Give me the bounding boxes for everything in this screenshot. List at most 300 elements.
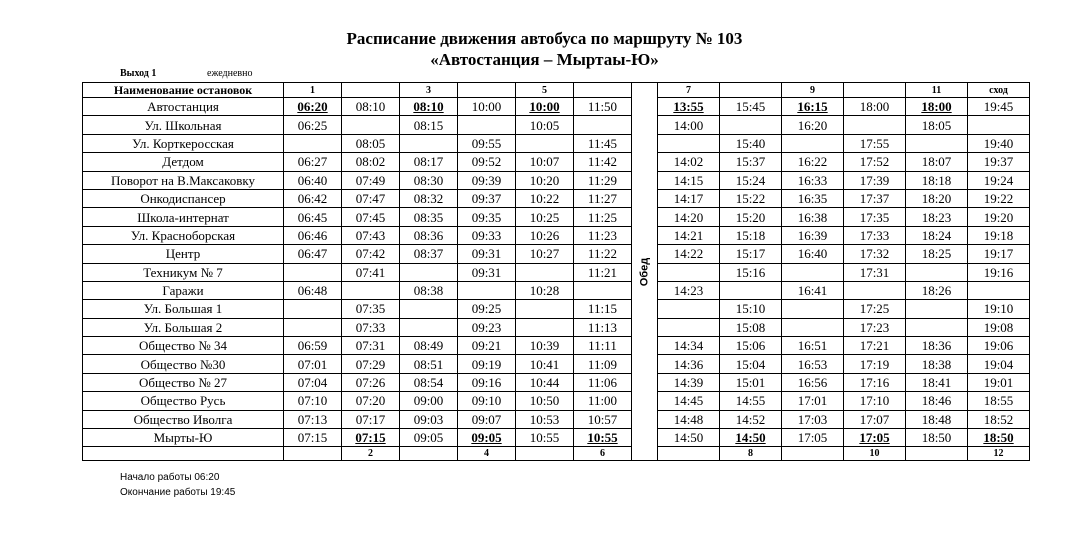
footer-trip-number: 6 xyxy=(574,447,632,461)
departure-time: 16:41 xyxy=(782,281,844,299)
departure-time xyxy=(782,318,844,336)
departure-time: 19:45 xyxy=(968,98,1030,116)
departure-time xyxy=(720,116,782,134)
departure-time: 17:05 xyxy=(844,429,906,447)
table-row xyxy=(83,337,1030,355)
departure-time: 17:05 xyxy=(782,429,844,447)
departure-time: 19:17 xyxy=(968,245,1030,263)
stop-name: Ул. Красноборская xyxy=(83,226,284,244)
stop-name: Школа-интернат xyxy=(83,208,284,226)
departure-time: 18:50 xyxy=(906,429,968,447)
departure-time: 11:13 xyxy=(574,318,632,336)
departure-time xyxy=(906,318,968,336)
departure-time: 07:15 xyxy=(284,429,342,447)
departure-time xyxy=(516,263,574,281)
departure-time: 18:41 xyxy=(906,373,968,391)
departure-time: 08:10 xyxy=(342,98,400,116)
table-row xyxy=(83,189,1030,207)
departure-time: 15:24 xyxy=(720,171,782,189)
departure-time: 10:39 xyxy=(516,337,574,355)
header-stop-name: Наименование остановок xyxy=(83,83,284,98)
stop-name: Детдом xyxy=(83,153,284,171)
departure-time: 17:32 xyxy=(844,245,906,263)
table-row xyxy=(83,300,1030,318)
departure-time: 09:23 xyxy=(458,318,516,336)
departure-time: 09:05 xyxy=(458,429,516,447)
departure-time: 19:06 xyxy=(968,337,1030,355)
departure-time: 08:51 xyxy=(400,355,458,373)
stop-name: Ул. Корткеросская xyxy=(83,134,284,152)
departure-time: 17:10 xyxy=(844,392,906,410)
departure-time: 16:35 xyxy=(782,189,844,207)
departure-time: 17:35 xyxy=(844,208,906,226)
departure-time: 10:05 xyxy=(516,116,574,134)
departure-time: 18:00 xyxy=(844,98,906,116)
departure-time: 19:08 xyxy=(968,318,1030,336)
departure-time: 17:33 xyxy=(844,226,906,244)
departure-time: 16:40 xyxy=(782,245,844,263)
stop-name: Общество Иволга xyxy=(83,410,284,428)
departure-time: 17:16 xyxy=(844,373,906,391)
departure-time: 14:50 xyxy=(720,429,782,447)
departure-time: 14:34 xyxy=(658,337,720,355)
departure-time: 06:47 xyxy=(284,245,342,263)
departure-time: 19:10 xyxy=(968,300,1030,318)
departure-time: 18:24 xyxy=(906,226,968,244)
table-row xyxy=(83,153,1030,171)
table-row xyxy=(83,116,1030,134)
departure-time: 18:20 xyxy=(906,189,968,207)
departure-time: 09:35 xyxy=(458,208,516,226)
departure-time: 07:26 xyxy=(342,373,400,391)
departure-time: 17:52 xyxy=(844,153,906,171)
departure-time: 08:17 xyxy=(400,153,458,171)
departure-time: 14:21 xyxy=(658,226,720,244)
departure-time: 11:09 xyxy=(574,355,632,373)
header-trip-number: 9 xyxy=(782,83,844,98)
departure-time: 10:22 xyxy=(516,189,574,207)
table-row xyxy=(83,318,1030,336)
departure-time: 08:36 xyxy=(400,226,458,244)
departure-time: 06:48 xyxy=(284,281,342,299)
departure-time: 16:15 xyxy=(782,98,844,116)
departure-time: 07:43 xyxy=(342,226,400,244)
departure-time: 11:29 xyxy=(574,171,632,189)
departure-time xyxy=(658,300,720,318)
stop-name: Центр xyxy=(83,245,284,263)
departure-time: 07:47 xyxy=(342,189,400,207)
departure-time xyxy=(400,134,458,152)
departure-time: 16:51 xyxy=(782,337,844,355)
departure-time: 14:48 xyxy=(658,410,720,428)
header-trip-number xyxy=(720,83,782,98)
departure-time: 07:20 xyxy=(342,392,400,410)
departure-time: 10:57 xyxy=(574,410,632,428)
departure-time: 18:18 xyxy=(906,171,968,189)
header-row xyxy=(83,83,1030,98)
departure-time: 11:45 xyxy=(574,134,632,152)
departure-time: 07:29 xyxy=(342,355,400,373)
departure-time: 14:15 xyxy=(658,171,720,189)
departure-time: 09:33 xyxy=(458,226,516,244)
departure-time: 18:23 xyxy=(906,208,968,226)
departure-time: 07:15 xyxy=(342,429,400,447)
departure-time: 09:37 xyxy=(458,189,516,207)
frequency-label: ежедневно xyxy=(207,68,253,79)
footer-trip-number xyxy=(906,447,968,461)
departure-time xyxy=(574,281,632,299)
departure-time: 10:07 xyxy=(516,153,574,171)
table-row xyxy=(83,171,1030,189)
departure-time: 19:24 xyxy=(968,171,1030,189)
departure-time: 07:13 xyxy=(284,410,342,428)
departure-time: 17:07 xyxy=(844,410,906,428)
departure-time: 09:39 xyxy=(458,171,516,189)
departure-time: 18:26 xyxy=(906,281,968,299)
table-row xyxy=(83,226,1030,244)
footer-trip-number xyxy=(516,447,574,461)
departure-time: 06:25 xyxy=(284,116,342,134)
departure-time: 11:21 xyxy=(574,263,632,281)
departure-time: 11:15 xyxy=(574,300,632,318)
departure-time xyxy=(720,281,782,299)
departure-time: 17:55 xyxy=(844,134,906,152)
departure-time: 14:22 xyxy=(658,245,720,263)
footer-trip-number xyxy=(658,447,720,461)
departure-time: 15:18 xyxy=(720,226,782,244)
table-row xyxy=(83,355,1030,373)
stop-name: Общество № 27 xyxy=(83,373,284,391)
departure-time: 09:03 xyxy=(400,410,458,428)
table-row xyxy=(83,98,1030,116)
departure-time xyxy=(968,116,1030,134)
footer-trip-number: 12 xyxy=(968,447,1030,461)
header-trip-number: сход xyxy=(968,83,1030,98)
departure-time xyxy=(284,134,342,152)
departure-time xyxy=(400,263,458,281)
stop-name: Общество № 34 xyxy=(83,337,284,355)
departure-time xyxy=(574,116,632,134)
departure-time: 06:20 xyxy=(284,98,342,116)
departure-time xyxy=(782,134,844,152)
departure-time: 09:31 xyxy=(458,263,516,281)
header-trip-number: 3 xyxy=(400,83,458,98)
departure-time: 10:41 xyxy=(516,355,574,373)
departure-time xyxy=(458,116,516,134)
departure-time: 09:00 xyxy=(400,392,458,410)
departure-time: 07:42 xyxy=(342,245,400,263)
departure-time: 10:27 xyxy=(516,245,574,263)
departure-time: 16:56 xyxy=(782,373,844,391)
departure-time: 08:37 xyxy=(400,245,458,263)
departure-time: 14:39 xyxy=(658,373,720,391)
departure-time: 19:37 xyxy=(968,153,1030,171)
departure-time: 08:05 xyxy=(342,134,400,152)
exit-label: Выход 1 xyxy=(120,68,157,79)
departure-time: 17:31 xyxy=(844,263,906,281)
departure-time: 08:38 xyxy=(400,281,458,299)
stop-name: Ул. Большая 2 xyxy=(83,318,284,336)
departure-time: 07:41 xyxy=(342,263,400,281)
departure-time: 18:50 xyxy=(968,429,1030,447)
departure-time: 07:10 xyxy=(284,392,342,410)
start-time-note: Начало работы 06:20 xyxy=(120,472,220,483)
stop-name: Общество №30 xyxy=(83,355,284,373)
departure-time: 10:44 xyxy=(516,373,574,391)
departure-time: 15:20 xyxy=(720,208,782,226)
departure-time xyxy=(342,116,400,134)
departure-time: 17:37 xyxy=(844,189,906,207)
departure-time: 19:20 xyxy=(968,208,1030,226)
departure-time: 14:36 xyxy=(658,355,720,373)
lunch-column xyxy=(632,83,658,461)
departure-time: 18:52 xyxy=(968,410,1030,428)
departure-time xyxy=(782,300,844,318)
departure-time: 06:27 xyxy=(284,153,342,171)
stop-name: Автостанция xyxy=(83,98,284,116)
stop-name: Мырты-Ю xyxy=(83,429,284,447)
stop-name: Ул. Большая 1 xyxy=(83,300,284,318)
departure-time: 17:21 xyxy=(844,337,906,355)
stop-name: Поворот на В.Максаковку xyxy=(83,171,284,189)
departure-time: 16:20 xyxy=(782,116,844,134)
departure-time: 16:33 xyxy=(782,171,844,189)
departure-time: 09:25 xyxy=(458,300,516,318)
departure-time: 09:52 xyxy=(458,153,516,171)
departure-time: 16:53 xyxy=(782,355,844,373)
departure-time: 18:00 xyxy=(906,98,968,116)
departure-time xyxy=(516,318,574,336)
departure-time xyxy=(342,281,400,299)
lunch-label: Обед xyxy=(638,257,650,286)
departure-time: 19:40 xyxy=(968,134,1030,152)
departure-time xyxy=(968,281,1030,299)
departure-time: 19:04 xyxy=(968,355,1030,373)
departure-time: 11:22 xyxy=(574,245,632,263)
header-trip-number xyxy=(574,83,632,98)
departure-time: 17:01 xyxy=(782,392,844,410)
departure-time: 10:50 xyxy=(516,392,574,410)
departure-time: 15:08 xyxy=(720,318,782,336)
departure-time: 08:15 xyxy=(400,116,458,134)
departure-time: 08:54 xyxy=(400,373,458,391)
departure-time: 11:00 xyxy=(574,392,632,410)
departure-time: 19:22 xyxy=(968,189,1030,207)
departure-time xyxy=(906,300,968,318)
footer-trip-number: 2 xyxy=(342,447,400,461)
departure-time: 15:17 xyxy=(720,245,782,263)
header-trip-number: 1 xyxy=(284,83,342,98)
departure-time: 17:03 xyxy=(782,410,844,428)
footer-empty-cell xyxy=(83,447,284,461)
departure-time: 18:46 xyxy=(906,392,968,410)
departure-time: 10:28 xyxy=(516,281,574,299)
departure-time: 11:06 xyxy=(574,373,632,391)
footer-trip-number xyxy=(284,447,342,461)
departure-time: 07:45 xyxy=(342,208,400,226)
departure-time: 15:40 xyxy=(720,134,782,152)
departure-time xyxy=(284,318,342,336)
departure-time: 07:04 xyxy=(284,373,342,391)
departure-time xyxy=(844,116,906,134)
header-trip-number: 11 xyxy=(906,83,968,98)
departure-time: 14:20 xyxy=(658,208,720,226)
departure-time: 09:31 xyxy=(458,245,516,263)
end-time-note: Окончание работы 19:45 xyxy=(120,487,236,498)
departure-time: 07:33 xyxy=(342,318,400,336)
departure-time xyxy=(516,134,574,152)
footer-trip-number xyxy=(782,447,844,461)
stop-name: Общество Русь xyxy=(83,392,284,410)
departure-time xyxy=(284,263,342,281)
departure-time: 08:32 xyxy=(400,189,458,207)
departure-time xyxy=(906,134,968,152)
departure-time xyxy=(658,134,720,152)
departure-time: 06:46 xyxy=(284,226,342,244)
stop-name: Гаражи xyxy=(83,281,284,299)
table-row xyxy=(83,392,1030,410)
departure-time: 14:50 xyxy=(658,429,720,447)
departure-time: 07:35 xyxy=(342,300,400,318)
footer-trip-number: 10 xyxy=(844,447,906,461)
table-row xyxy=(83,373,1030,391)
departure-time xyxy=(658,318,720,336)
departure-time: 15:10 xyxy=(720,300,782,318)
departure-time: 15:37 xyxy=(720,153,782,171)
departure-time xyxy=(284,300,342,318)
departure-time: 10:55 xyxy=(516,429,574,447)
departure-time: 08:02 xyxy=(342,153,400,171)
departure-time: 14:23 xyxy=(658,281,720,299)
departure-time: 17:23 xyxy=(844,318,906,336)
departure-time: 17:19 xyxy=(844,355,906,373)
schedule-title: Расписание движения автобуса по маршруту № 103 xyxy=(346,29,743,48)
table-row xyxy=(83,281,1030,299)
departure-time: 15:01 xyxy=(720,373,782,391)
departure-time: 10:20 xyxy=(516,171,574,189)
departure-time: 18:05 xyxy=(906,116,968,134)
departure-time: 11:27 xyxy=(574,189,632,207)
header-trip-number xyxy=(458,83,516,98)
stop-name: Онкодиспансер xyxy=(83,189,284,207)
departure-time: 18:55 xyxy=(968,392,1030,410)
departure-time: 08:30 xyxy=(400,171,458,189)
departure-time: 16:38 xyxy=(782,208,844,226)
departure-time: 18:38 xyxy=(906,355,968,373)
departure-time: 09:16 xyxy=(458,373,516,391)
departure-time xyxy=(658,263,720,281)
departure-time: 15:45 xyxy=(720,98,782,116)
table-row xyxy=(83,245,1030,263)
footer-trip-number: 4 xyxy=(458,447,516,461)
departure-time xyxy=(400,300,458,318)
departure-time: 13:55 xyxy=(658,98,720,116)
departure-time: 07:17 xyxy=(342,410,400,428)
departure-time: 10:00 xyxy=(458,98,516,116)
footer-row xyxy=(83,447,1030,461)
departure-time: 11:25 xyxy=(574,208,632,226)
departure-time: 10:00 xyxy=(516,98,574,116)
departure-time: 18:25 xyxy=(906,245,968,263)
departure-time xyxy=(458,281,516,299)
departure-time: 15:16 xyxy=(720,263,782,281)
departure-time: 10:55 xyxy=(574,429,632,447)
departure-time: 16:22 xyxy=(782,153,844,171)
departure-time: 11:23 xyxy=(574,226,632,244)
stop-name: Техникум № 7 xyxy=(83,263,284,281)
departure-time xyxy=(844,281,906,299)
departure-time: 09:55 xyxy=(458,134,516,152)
departure-time: 08:49 xyxy=(400,337,458,355)
departure-time: 06:40 xyxy=(284,171,342,189)
departure-time: 19:16 xyxy=(968,263,1030,281)
departure-time: 15:22 xyxy=(720,189,782,207)
departure-time: 11:42 xyxy=(574,153,632,171)
departure-time: 19:01 xyxy=(968,373,1030,391)
departure-time: 09:19 xyxy=(458,355,516,373)
departure-time: 14:02 xyxy=(658,153,720,171)
table-row xyxy=(83,263,1030,281)
departure-time xyxy=(782,263,844,281)
departure-time: 06:59 xyxy=(284,337,342,355)
departure-time: 11:50 xyxy=(574,98,632,116)
departure-time: 14:17 xyxy=(658,189,720,207)
departure-time: 08:10 xyxy=(400,98,458,116)
departure-time: 14:52 xyxy=(720,410,782,428)
departure-time: 09:21 xyxy=(458,337,516,355)
departure-time: 18:36 xyxy=(906,337,968,355)
footer-trip-number: 8 xyxy=(720,447,782,461)
departure-time: 10:25 xyxy=(516,208,574,226)
departure-time: 19:18 xyxy=(968,226,1030,244)
departure-time: 08:35 xyxy=(400,208,458,226)
table-row xyxy=(83,410,1030,428)
departure-time xyxy=(516,300,574,318)
departure-time: 07:01 xyxy=(284,355,342,373)
footer-trip-number xyxy=(400,447,458,461)
departure-time: 06:45 xyxy=(284,208,342,226)
header-trip-number xyxy=(844,83,906,98)
table-row xyxy=(83,429,1030,447)
departure-time: 09:10 xyxy=(458,392,516,410)
departure-time: 10:26 xyxy=(516,226,574,244)
departure-time: 17:39 xyxy=(844,171,906,189)
departure-time: 18:07 xyxy=(906,153,968,171)
departure-time: 14:45 xyxy=(658,392,720,410)
header-trip-number xyxy=(342,83,400,98)
route-subtitle: «Автостанция – Мыртаы-Ю» xyxy=(430,50,659,69)
departure-time: 09:05 xyxy=(400,429,458,447)
header-trip-number: 5 xyxy=(516,83,574,98)
departure-time: 15:06 xyxy=(720,337,782,355)
departure-time: 07:49 xyxy=(342,171,400,189)
departure-time: 07:31 xyxy=(342,337,400,355)
departure-time: 16:39 xyxy=(782,226,844,244)
departure-time xyxy=(400,318,458,336)
departure-time: 14:00 xyxy=(658,116,720,134)
departure-time: 11:11 xyxy=(574,337,632,355)
departure-time: 18:48 xyxy=(906,410,968,428)
departure-time: 17:25 xyxy=(844,300,906,318)
departure-time: 10:53 xyxy=(516,410,574,428)
departure-time: 09:07 xyxy=(458,410,516,428)
departure-time: 15:04 xyxy=(720,355,782,373)
table-row xyxy=(83,208,1030,226)
header-trip-number: 7 xyxy=(658,83,720,98)
schedule-table xyxy=(82,82,1030,461)
stop-name: Ул. Школьная xyxy=(83,116,284,134)
departure-time: 06:42 xyxy=(284,189,342,207)
